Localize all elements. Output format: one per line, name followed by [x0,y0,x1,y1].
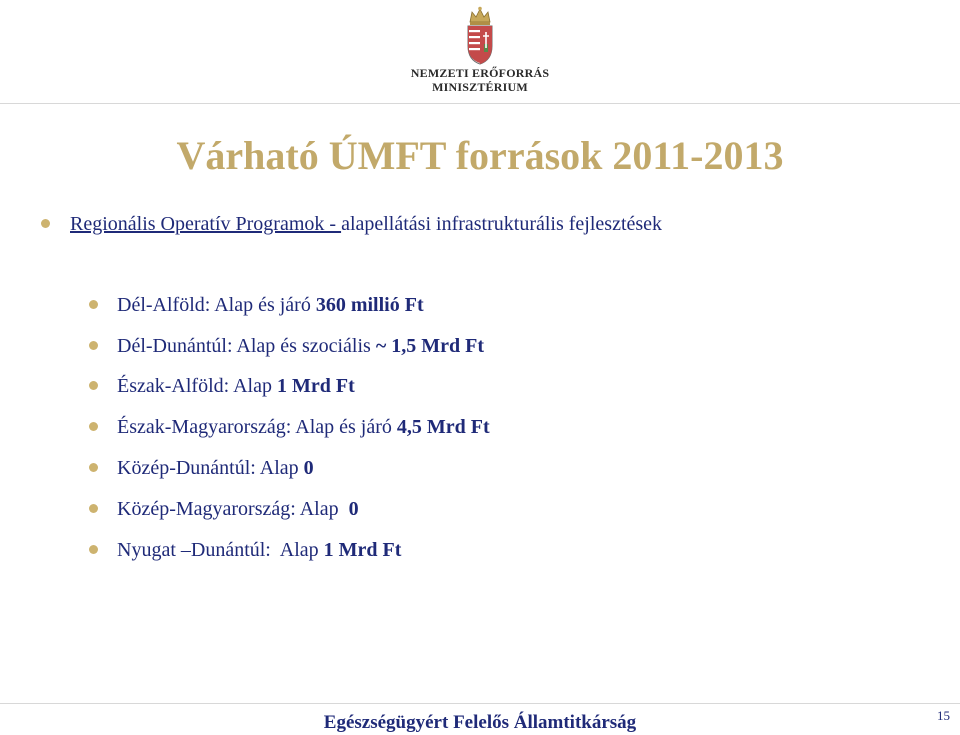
list-item [117,292,424,318]
item-text: Dél-Alföld: Alap és járó [117,294,316,316]
level1-rest-text: alapellátási infrastrukturális fejlesztések [341,213,663,235]
ministry-logo [398,6,562,96]
bullet-dot-icon [41,219,50,228]
logo-text-line2: MINISZTÉRIUM [432,80,528,94]
list-item [117,496,359,522]
coat-of-arms-icon [463,6,497,66]
list-item [117,333,484,359]
bullet-dot-icon [89,504,98,513]
header-divider [0,103,960,104]
item-text: Észak-Alföld: Alap [117,375,277,397]
item-amount: 0 [348,498,359,520]
logo-text-line1: NEMZETI ERŐFORRÁS [410,66,550,80]
regional-programs-link[interactable]: Regionális Operatív Programok - [70,213,342,235]
item-text: Közép-Magyarország: Alap [117,498,349,520]
footer-divider [0,703,960,704]
item-text: Nyugat –Dunántúl: Alap [117,539,324,561]
bullet-dot-icon [89,463,98,472]
item-amount: 0 [303,457,314,479]
bullet-dot-icon [89,422,98,431]
item-amount: 1 Mrd Ft [323,539,402,561]
item-amount: ~ 1,5 Mrd Ft [375,335,484,357]
item-amount: 4,5 Mrd Ft [396,416,490,438]
item-amount: 360 millió Ft [315,294,424,316]
level1-bullet-text [70,211,662,237]
bullet-dot-icon [89,545,98,554]
bullet-dot-icon [89,341,98,350]
list-item [117,373,355,399]
list-item [117,414,490,440]
bullet-dot-icon [89,300,98,309]
item-text: Közép-Dunántúl: Alap [117,457,304,479]
footer-text: Egészségügyért Felelős Államtitkárság [323,712,637,733]
item-text: Észak-Magyarország: Alap és járó [117,416,397,438]
slide-title: Várható ÚMFT források 2011-2013 [176,133,784,178]
item-text: Dél-Dunántúl: Alap és szociális [117,335,376,357]
item-amount: 1 Mrd Ft [276,375,355,397]
bullet-dot-icon [89,381,98,390]
page-number: 15 [937,708,950,723]
list-item [117,537,401,563]
list-item [117,455,314,481]
